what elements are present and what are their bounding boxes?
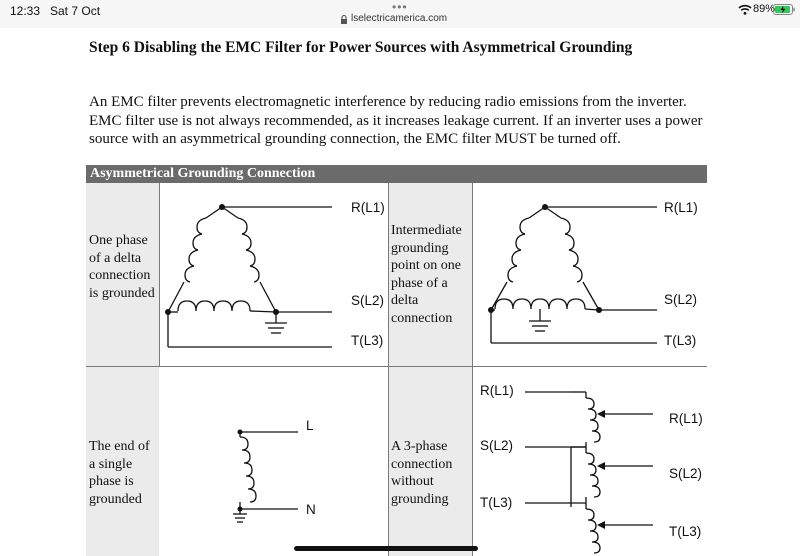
label-t-l3: T(L3) <box>664 333 697 348</box>
status-time: 12:33 <box>10 4 41 18</box>
label-t-l3: T(L3) <box>480 495 513 510</box>
label-s-l2-output: S(L2) <box>669 466 703 481</box>
cell-single-phase-grounded: The end of a single phase is grounded <box>89 439 150 507</box>
lock-icon <box>340 15 348 24</box>
status-bar <box>0 0 800 28</box>
label-s-l2: S(L2) <box>351 293 385 308</box>
intro-paragraph: An EMC filter prevents electromagnetic interference by reducing radio emissions from the inverter. EMC filter use is not always recommended, as it increases leakage current. If an inverter uses a power source with an asymmetrical grounding connection, the EMC filter MUST be turned off. <box>89 94 703 147</box>
label-l: L <box>306 418 314 433</box>
more-dots-icon[interactable]: ••• <box>392 0 408 14</box>
url-text: lselectricamerica.com <box>351 13 448 24</box>
cell-three-phase-ungrounded: A 3-phase connection without grounding <box>391 439 453 507</box>
label-r-l1-output: R(L1) <box>669 411 703 426</box>
status-date: Sat 7 Oct <box>50 4 101 18</box>
table-divider <box>86 366 707 367</box>
label-r-l1: R(L1) <box>480 383 514 398</box>
battery-charging-icon <box>773 4 795 15</box>
cell-intermediate-grounding: Intermediate grounding point on one phase of a delta connection <box>391 223 462 326</box>
single-phase-ground-diagram <box>220 415 320 535</box>
label-s-l2: S(L2) <box>480 438 514 453</box>
table-header: Asymmetrical Grounding Connection <box>86 165 707 183</box>
home-indicator[interactable] <box>294 546 478 551</box>
label-n: N <box>306 502 316 517</box>
label-r-l1: R(L1) <box>351 200 385 215</box>
label-t-l3: T(L3) <box>351 333 384 348</box>
table-divider <box>388 183 389 556</box>
wifi-icon <box>738 4 752 15</box>
cell-delta-grounded: One phase of a delta connection is grounded <box>89 233 155 301</box>
page-title: Step 6 Disabling the EMC Filter for Power Sources with Asymmetrical Grounding <box>89 39 633 56</box>
label-r-l1: R(L1) <box>664 200 698 215</box>
label-s-l2: S(L2) <box>664 292 698 307</box>
url-bar[interactable] <box>340 13 460 27</box>
battery-percent: 89% <box>753 3 776 15</box>
label-t-l3-output: T(L3) <box>669 524 702 539</box>
